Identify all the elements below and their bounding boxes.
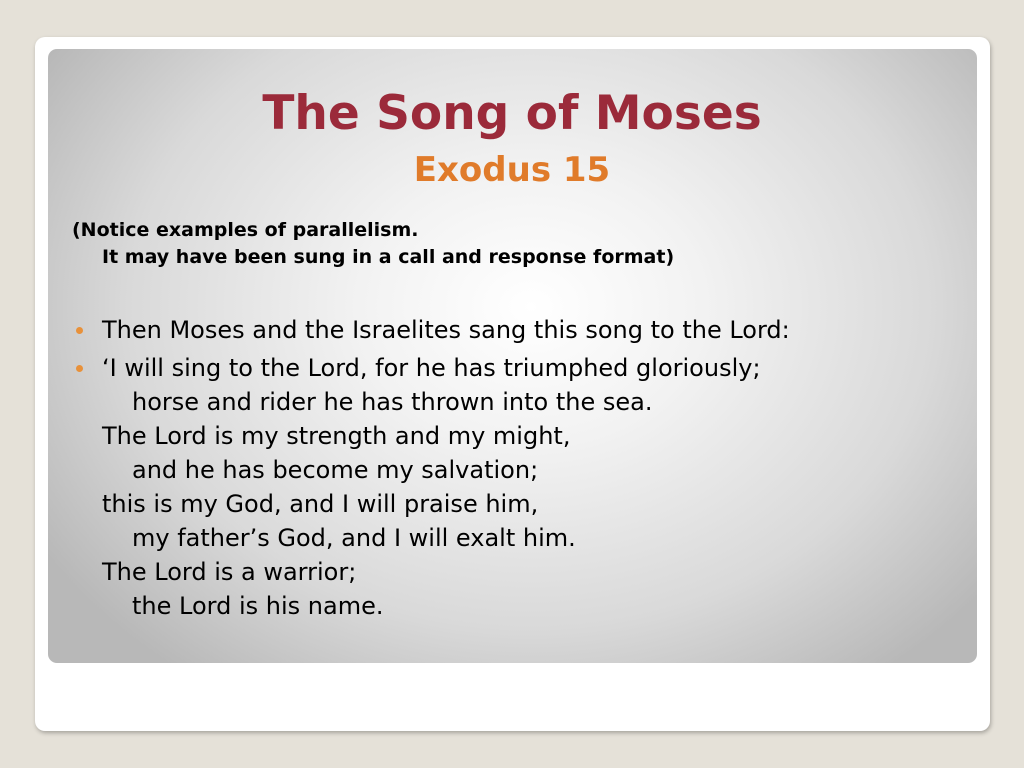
verse-line: The Lord is my strength and my might, <box>102 422 571 450</box>
bullet-dot-icon <box>76 327 83 334</box>
parallelism-note <box>72 217 674 271</box>
verse-line: The Lord is a warrior; <box>102 558 357 586</box>
bullet-item <box>72 313 790 347</box>
verse-line: this is my God, and I will praise him, <box>102 490 539 518</box>
bullet-dot-icon <box>76 365 83 372</box>
verse-line: my father’s God, and I will exalt him. <box>132 524 576 552</box>
bullet-item <box>72 351 790 623</box>
verse-line: the Lord is his name. <box>132 592 384 620</box>
verse-line: ‘I will sing to the Lord, for he has triumphed gloriously; <box>102 354 761 382</box>
note-line-1: (Notice examples of parallelism. <box>72 219 419 241</box>
scripture-bullet-list <box>72 313 790 627</box>
verse-line: and he has become my salvation; <box>132 456 539 484</box>
note-line-2: It may have been sung in a call and response format) <box>102 246 675 268</box>
slide-title: The Song of Moses <box>262 86 762 141</box>
verse-line: Then Moses and the Israelites sang this song to the Lord: <box>102 316 790 344</box>
slide-subtitle: Exodus 15 <box>413 150 611 190</box>
verse-line: horse and rider he has thrown into the sea. <box>132 388 653 416</box>
